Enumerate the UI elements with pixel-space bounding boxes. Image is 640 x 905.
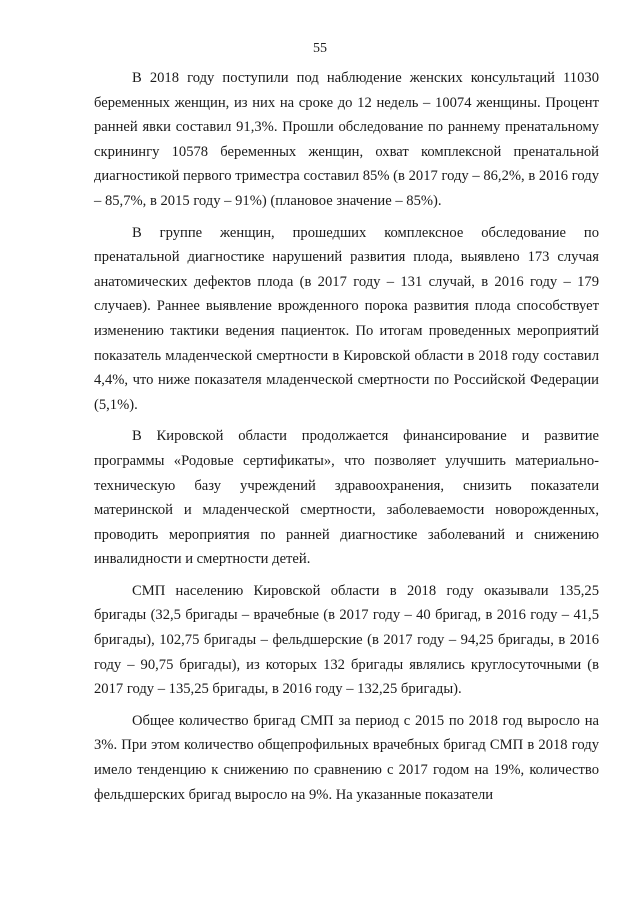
body-text <box>94 66 599 814</box>
page-number: 55 <box>313 41 327 56</box>
paragraph-ambulance-dynamics: Общее количество бригад СМП за период с 2015 по 2018 год выросло на 3%. При этом количество общепрофильных врачебных бригад СМП в 2018 году имело тенденцию к снижению по сравнению с 2017 годом на 19%, количество фельдшерских бригад выросло на 9%. На указанные показатели <box>94 712 599 803</box>
paragraph-fetal-defects: В группе женщин, прошедших комплексное обследование по пренатальной диагностике нарушений развития плода, выявлено 173 случая анатомических дефектов плода (в 2017 году – 131 случай, в 2016 году – 179 случаев). Раннее выявление врожденного порока развития плода способствует изменению тактики ведения пациенток. По итогам проведенных мероприятий показатель младенческой смертности в Кировской области в 2018 году составил 4,4%, что ниже показателя младенческой смертности по Российской Федерации (5,1%). <box>94 224 599 413</box>
paragraph-ambulance-teams: СМП населению Кировской области в 2018 году оказывали 135,25 бригады (32,5 бригады – врачебные (в 2017 году – 40 бригад, в 2016 году – 41,5 бригады), 102,75 бригады – фельдшерские (в 2017 году – 94,25 бригады, в 2016 году – 90,75 бригады), из которых 132 бригады являлись круглосуточными (в 2017 году – 135,25 бригады, в 2016 году – 132,25 бригады). <box>94 582 599 698</box>
paragraph-birth-certificates: В Кировской области продолжается финансирование и развитие программы «Родовые сертификаты», что позволяет улучшить материально-техническую базу учреждений здравоохранения, снизить показатели материнской и младенческой смертности, заболеваемости новорожденных, проводить мероприятия по ранней диагностике заболеваний и снижению инвалидности и смертности детей. <box>94 428 599 568</box>
paragraph-prenatal-screening: В 2018 году поступили под наблюдение женских консультаций 11030 беременных женщин, из них на сроке до 12 недель – 10074 женщины. Процент ранней явки составил 91,3%. Прошли обследование по раннему пренатальному скринингу 10578 беременных женщин, охват комплексной пренатальной диагностикой первого триместра составил 85% (в 2017 году – 86,2%, в 2016 году – 85,7%, в 2015 году – 91%) (плановое значение – 85%). <box>94 70 599 209</box>
